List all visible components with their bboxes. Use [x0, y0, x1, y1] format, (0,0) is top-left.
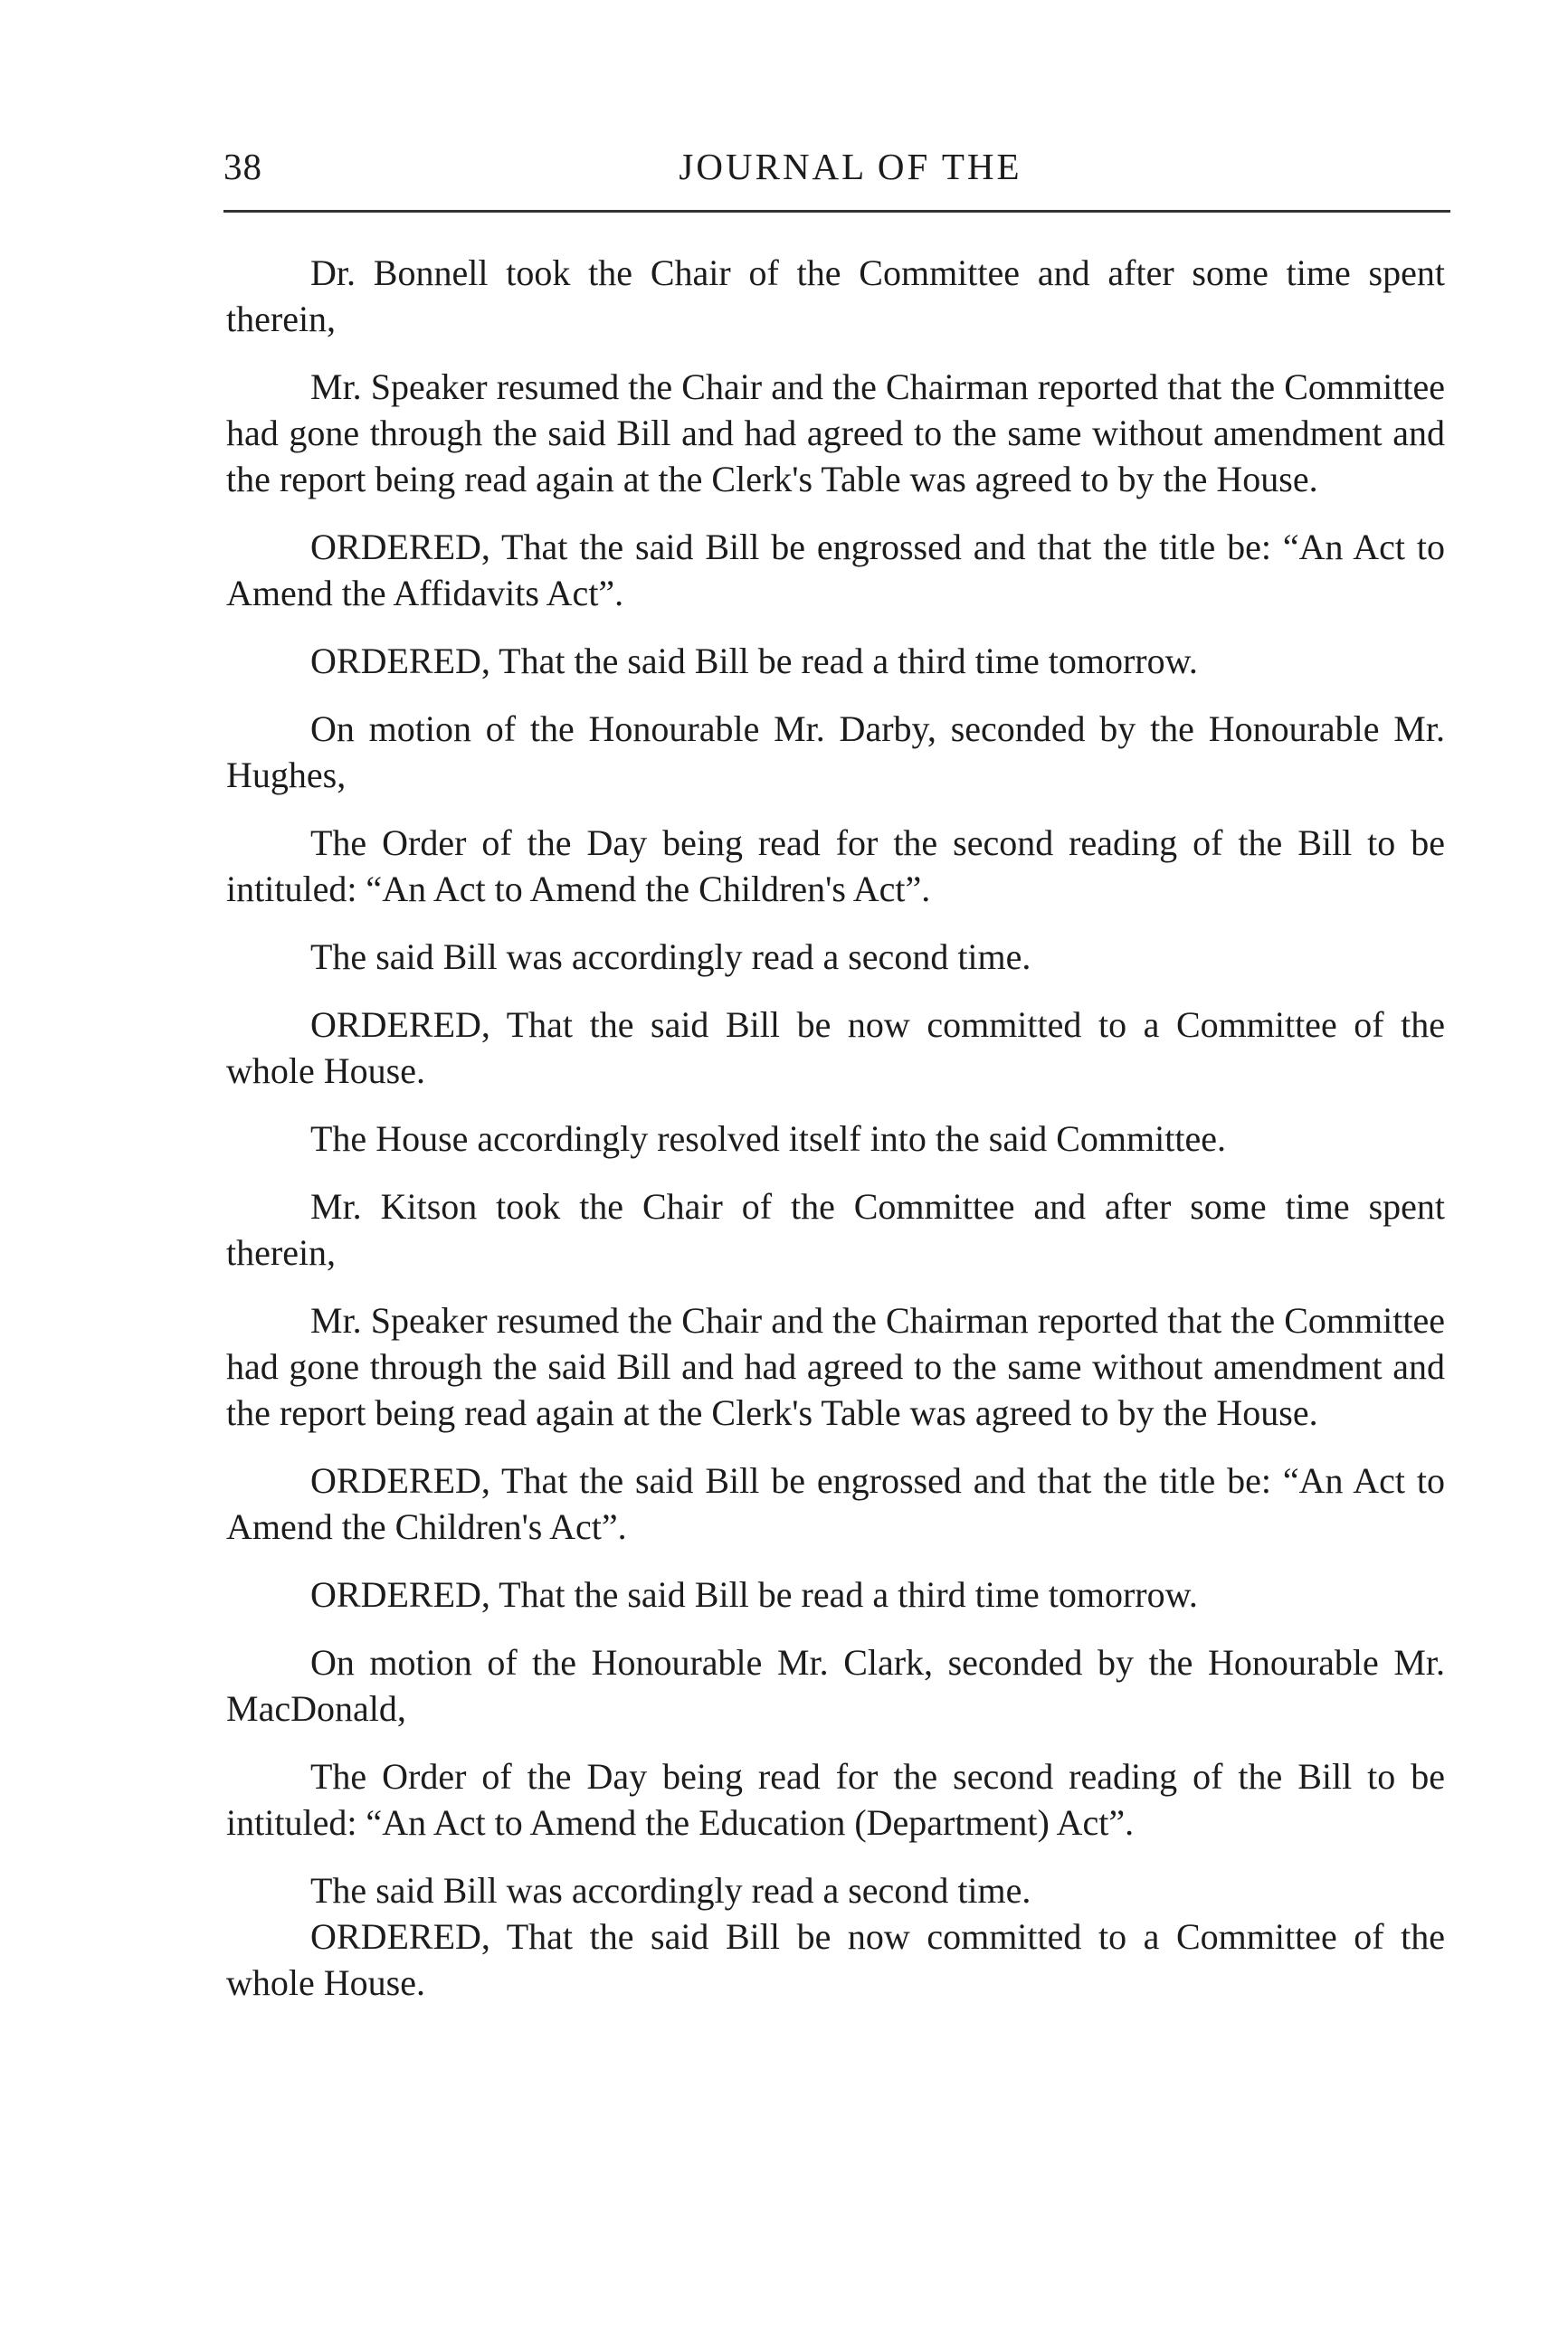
paragraph-ordered-committed-2: ORDERED, That the said Bill be now committed to a Committee of the whole House.: [226, 1916, 1445, 2003]
paragraph-ordered-third-reading-2: ORDERED, That the said Bill be read a third time tomorrow.: [310, 1574, 1198, 1615]
paragraph-second-reading-2: The said Bill was accordingly read a second time.: [310, 1870, 1031, 1911]
paragraph-order-of-day-childrens: The Order of the Day being read for the second reading of the Bill to be intituled: “An Act to Amend the Children's Act”.: [226, 822, 1445, 909]
paragraph-ordered-engrossed-affidavits: ORDERED, That the said Bill be engrossed and that the title be: “An Act to Amend the Affidavits Act”.: [226, 527, 1445, 613]
paragraph-house-resolved: The House accordingly resolved itself into the said Committee.: [310, 1118, 1226, 1159]
paragraph-speaker-resumed-2: Mr. Speaker resumed the Chair and the Chairman reported that the Committee had gone through the said Bill and had agreed to the same without amendment and the report being read again at the Clerk's Table was agreed to by the House.: [226, 1300, 1445, 1433]
paragraph-ordered-third-reading-1: ORDERED, That the said Bill be read a third time tomorrow.: [310, 641, 1198, 681]
paragraph-order-of-day-education: The Order of the Day being read for the second reading of the Bill to be intituled: “An Act to Amend the Education (Department) Act”.: [226, 1756, 1445, 1843]
page-header: [223, 145, 1450, 199]
paragraph-motion-clark: On motion of the Honourable Mr. Clark, seconded by the Honourable Mr. MacDonald,: [226, 1642, 1445, 1729]
paragraph-second-reading-1: The said Bill was accordingly read a second time.: [310, 936, 1031, 977]
paragraph-ordered-committed-1: ORDERED, That the said Bill be now committed to a Committee of the whole House.: [226, 1004, 1445, 1091]
paragraph-dr-bonnell-chair: Dr. Bonnell took the Chair of the Committee and after some time spent therein,: [226, 252, 1445, 339]
journal-body: [226, 250, 1445, 2027]
paragraph-ordered-engrossed-childrens: ORDERED, That the said Bill be engrossed and that the title be: “An Act to Amend the Children's Act”.: [226, 1460, 1445, 1547]
paragraph-mr-kitson-chair: Mr. Kitson took the Chair of the Committee and after some time spent therein,: [226, 1186, 1445, 1273]
paragraph-speaker-resumed-1: Mr. Speaker resumed the Chair and the Chairman reported that the Committee had gone through the said Bill and had agreed to the same without amendment and the report being read again at the Clerk's Table was agreed to by the House.: [226, 366, 1445, 499]
paragraph-motion-darby: On motion of the Honourable Mr. Darby, seconded by the Honourable Mr. Hughes,: [226, 708, 1445, 795]
header-rule: [223, 210, 1450, 213]
page-number: 38: [223, 146, 262, 187]
running-head: JOURNAL OF THE: [679, 146, 1022, 187]
